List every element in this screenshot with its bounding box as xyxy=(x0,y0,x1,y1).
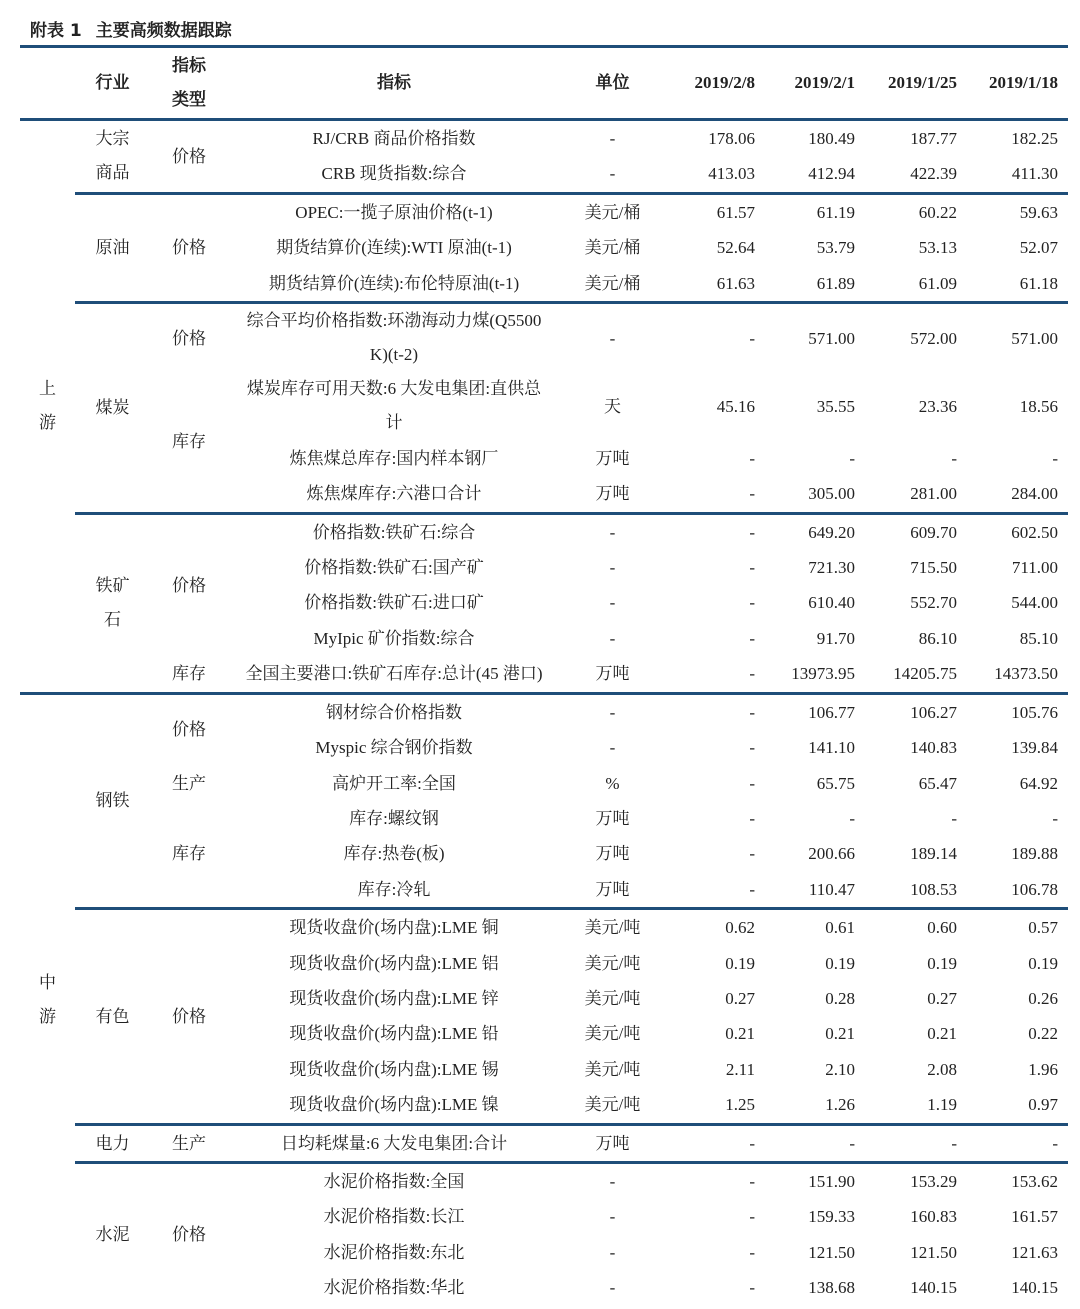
value-cell: - xyxy=(749,879,755,899)
value-cell: - xyxy=(1052,448,1058,468)
indicator-cell xyxy=(228,120,560,157)
indicator-cell xyxy=(228,1087,560,1124)
value-cell: - xyxy=(665,1124,765,1162)
indicator-type-cell: 价格 xyxy=(150,693,228,765)
table-caption xyxy=(30,16,246,41)
indicator-cell-text: 期货结算价(连续):布伦特原油(t-1) xyxy=(268,273,520,293)
indicator-cell-text: MyIpic 矿价指数:综合 xyxy=(313,628,475,648)
value-cell: 153.62 xyxy=(967,1162,1068,1199)
indicator-cell-text: CRB 现货指数:综合 xyxy=(321,164,467,184)
indicator-cell-text: 现货收盘价(场内盘):LME 铝 xyxy=(289,953,499,973)
value-cell: 189.14 xyxy=(910,844,957,864)
value-cell: 161.57 xyxy=(1011,1207,1058,1227)
value-cell: 53.13 xyxy=(918,238,957,258)
value-cell: 715.50 xyxy=(910,558,957,578)
value-cell: 200.66 xyxy=(808,844,855,864)
value-cell: 91.70 xyxy=(816,628,855,648)
indicator-cell-text: 库存:螺纹钢 xyxy=(349,808,439,828)
indicator-cell xyxy=(228,585,560,620)
unit-cell: - xyxy=(560,120,665,157)
indicator-cell-text: 水泥价格指数:长江 xyxy=(323,1207,465,1227)
value-cell: 649.20 xyxy=(765,513,865,550)
table-row xyxy=(20,372,1068,440)
stage-cell-text: 中游 xyxy=(39,972,56,1026)
value-cell: - xyxy=(749,844,755,864)
value-cell: 0.60 xyxy=(865,909,967,946)
header-row xyxy=(20,47,1068,120)
indicator-cell-text: 现货收盘价(场内盘):LME 锡 xyxy=(289,1059,499,1079)
header-date: 2019/2/1 xyxy=(765,47,865,120)
table-row xyxy=(20,120,1068,157)
unit-cell: 美元/桶 xyxy=(584,238,641,258)
indicator-cell xyxy=(228,801,560,836)
caption-label: 附表 1 xyxy=(30,21,82,41)
value-cell: 140.15 xyxy=(1011,1278,1058,1298)
stage-cell-text: 上游 xyxy=(39,379,56,433)
unit-cell: 美元/桶 xyxy=(584,273,641,293)
indicator-type-cell: 库存 xyxy=(172,844,206,864)
unit-cell: 万吨 xyxy=(595,448,630,468)
value-cell: - xyxy=(849,808,855,828)
indicator-cell-text: Myspic 综合钢价指数 xyxy=(315,738,473,758)
value-cell: 140.15 xyxy=(910,1278,957,1298)
indicator-cell-text: 现货收盘价(场内盘):LME 铜 xyxy=(289,918,499,938)
value-cell: - xyxy=(665,693,765,730)
value-cell: - xyxy=(1052,808,1058,828)
unit-cell: % xyxy=(605,773,620,793)
value-cell: 61.57 xyxy=(665,193,765,230)
indicator-cell xyxy=(228,1235,560,1270)
value-cell: 106.27 xyxy=(865,693,967,730)
value-cell: - xyxy=(749,773,755,793)
unit-cell: - xyxy=(609,1207,616,1227)
table-row xyxy=(20,1124,1068,1162)
value-cell: 108.53 xyxy=(910,879,957,899)
indicator-type-cell: 库存 xyxy=(172,664,206,684)
value-cell: 13973.95 xyxy=(791,664,855,684)
value-cell: 422.39 xyxy=(910,164,957,184)
industry-cell-text: 原油 xyxy=(95,238,130,258)
indicator-cell xyxy=(228,441,560,476)
indicator-cell-text: 水泥价格指数:东北 xyxy=(323,1242,465,1262)
value-cell: 1.25 xyxy=(725,1095,755,1115)
value-cell: 85.10 xyxy=(1019,628,1058,648)
value-cell: 544.00 xyxy=(1011,593,1058,613)
indicator-cell xyxy=(228,909,560,946)
unit-cell: 万吨 xyxy=(595,664,630,684)
unit-cell: 万吨 xyxy=(595,879,630,899)
indicator-cell-text: 期货结算价(连续):WTI 原油(t-1) xyxy=(276,238,512,258)
industry-cell-text: 煤炭 xyxy=(95,398,130,418)
indicator-cell xyxy=(228,1016,560,1051)
value-cell: 110.47 xyxy=(808,879,855,899)
value-cell: 0.21 xyxy=(725,1024,755,1044)
value-cell: - xyxy=(749,1207,755,1227)
industry-cell-text: 有色 xyxy=(95,1006,130,1026)
indicator-cell xyxy=(228,1270,560,1305)
header-type-label: 指标类型 xyxy=(172,56,206,109)
value-cell: 151.90 xyxy=(765,1162,865,1199)
value-cell: 2.11 xyxy=(725,1059,755,1079)
industry-cell xyxy=(75,1124,150,1162)
value-cell: 64.92 xyxy=(1019,773,1058,793)
value-cell: 2.08 xyxy=(927,1059,957,1079)
header-date: 2019/1/25 xyxy=(865,47,967,120)
value-cell: 182.25 xyxy=(967,120,1068,157)
value-cell: 0.19 xyxy=(825,953,855,973)
table-row xyxy=(20,909,1068,946)
value-cell: 609.70 xyxy=(865,513,967,550)
indicator-cell xyxy=(228,266,560,303)
value-cell: - xyxy=(665,303,765,373)
value-cell: 61.09 xyxy=(918,273,957,293)
value-cell: 65.47 xyxy=(918,773,957,793)
value-cell: 121.50 xyxy=(808,1242,855,1262)
value-cell: - xyxy=(665,513,765,550)
value-cell: 187.77 xyxy=(865,120,967,157)
value-cell: - xyxy=(849,448,855,468)
indicator-cell-text: 库存:热卷(板) xyxy=(343,844,445,864)
indicator-cell-text: 炼焦煤总库存:国内样本钢厂 xyxy=(289,448,499,468)
indicator-cell-text: OPEC:一揽子原油价格(t-1) xyxy=(295,202,493,222)
value-cell: 0.97 xyxy=(1028,1095,1058,1115)
value-cell: 552.70 xyxy=(910,593,957,613)
table-row xyxy=(20,1162,1068,1199)
indicator-cell-text: 现货收盘价(场内盘):LME 镍 xyxy=(289,1095,499,1115)
value-cell: 0.19 xyxy=(1028,953,1058,973)
value-cell: 0.21 xyxy=(825,1024,855,1044)
value-cell: 14205.75 xyxy=(893,664,957,684)
industry-cell-text: 水泥 xyxy=(95,1225,130,1245)
value-cell: 178.06 xyxy=(665,120,765,157)
indicator-cell xyxy=(228,372,560,440)
value-cell: 61.18 xyxy=(1019,273,1058,293)
value-cell: 1.96 xyxy=(1028,1059,1058,1079)
header-date: 2019/2/8 xyxy=(665,47,765,120)
value-cell: 60.22 xyxy=(865,193,967,230)
industry-cell-text: 钢铁 xyxy=(95,791,130,811)
table-row xyxy=(20,513,1068,550)
value-cell: - xyxy=(749,1242,755,1262)
value-cell: 284.00 xyxy=(1011,484,1058,504)
value-cell: - xyxy=(765,1124,865,1162)
header-type xyxy=(150,47,228,120)
unit-cell: - xyxy=(560,693,665,730)
indicator-cell-text: 价格指数:铁矿石:国产矿 xyxy=(304,558,484,578)
indicator-cell xyxy=(228,476,560,513)
unit-cell: - xyxy=(609,164,616,184)
value-cell: 160.83 xyxy=(910,1207,957,1227)
indicator-cell-text: 钢材综合价格指数 xyxy=(326,702,462,722)
value-cell: - xyxy=(749,484,755,504)
value-cell: 189.88 xyxy=(1011,844,1058,864)
header-stage xyxy=(20,47,75,120)
indicator-cell xyxy=(228,1124,560,1162)
stage-cell xyxy=(20,120,75,694)
value-cell: 138.68 xyxy=(808,1278,855,1298)
indicator-cell xyxy=(228,550,560,585)
value-cell: - xyxy=(865,1124,967,1162)
value-cell: 602.50 xyxy=(967,513,1068,550)
indicator-cell xyxy=(228,693,560,730)
header-unit: 单位 xyxy=(560,47,665,120)
stage-cell xyxy=(20,693,75,1305)
indicator-cell xyxy=(228,193,560,230)
value-cell: - xyxy=(951,808,957,828)
industry-cell xyxy=(75,693,150,908)
value-cell: 141.10 xyxy=(808,738,855,758)
value-cell: 0.21 xyxy=(927,1024,957,1044)
indicator-cell xyxy=(228,656,560,693)
value-cell: 59.63 xyxy=(967,193,1068,230)
value-cell: 35.55 xyxy=(816,396,855,416)
indicator-cell-text: 高炉开工率:全国 xyxy=(332,773,456,793)
industry-cell xyxy=(75,513,150,693)
indicator-type-cell: 价格 xyxy=(150,909,228,1124)
value-cell: 0.27 xyxy=(927,988,957,1008)
unit-cell: - xyxy=(609,738,616,758)
indicator-cell-text: 煤炭库存可用天数:6 大发电集团:直供总计 xyxy=(246,379,542,433)
value-cell: - xyxy=(749,738,755,758)
unit-cell: 美元/吨 xyxy=(584,1095,641,1115)
value-cell: 105.76 xyxy=(967,693,1068,730)
indicator-cell xyxy=(228,1162,560,1199)
value-cell: 572.00 xyxy=(865,303,967,373)
value-cell: 61.19 xyxy=(765,193,865,230)
unit-cell: 万吨 xyxy=(560,1124,665,1162)
value-cell: 0.27 xyxy=(725,988,755,1008)
indicator-cell xyxy=(228,872,560,909)
indicator-cell xyxy=(228,946,560,981)
value-cell: - xyxy=(967,1124,1068,1162)
unit-cell: 万吨 xyxy=(595,844,630,864)
unit-cell: - xyxy=(560,303,665,373)
value-cell: - xyxy=(749,664,755,684)
indicator-cell-text: 价格指数:铁矿石:综合 xyxy=(312,522,476,542)
unit-cell: 美元/吨 xyxy=(560,909,665,946)
indicator-cell-text: 全国主要港口:铁矿石库存:总计(45 港口) xyxy=(245,664,543,684)
indicator-cell-text: 炼焦煤库存:六港口合计 xyxy=(306,484,482,504)
indicator-cell xyxy=(228,981,560,1016)
indicator-cell-text: 库存:冷轧 xyxy=(357,879,431,899)
unit-cell: - xyxy=(560,1162,665,1199)
indicator-cell-text: 日均耗煤量:6 大发电集团:合计 xyxy=(280,1133,508,1153)
unit-cell: 天 xyxy=(604,396,621,416)
indicator-cell-text: RJ/CRB 商品价格指数 xyxy=(312,129,476,148)
value-cell: - xyxy=(749,1278,755,1298)
indicator-cell xyxy=(228,156,560,193)
indicator-cell-text: 现货收盘价(场内盘):LME 铅 xyxy=(289,1024,499,1044)
value-cell: 412.94 xyxy=(808,164,855,184)
unit-cell: - xyxy=(609,1278,616,1298)
value-cell: 52.07 xyxy=(1019,238,1058,258)
value-cell: 0.22 xyxy=(1028,1024,1058,1044)
value-cell: 65.75 xyxy=(816,773,855,793)
table-row xyxy=(20,693,1068,730)
value-cell: - xyxy=(749,593,755,613)
indicator-type-cell: 价格 xyxy=(150,513,228,656)
industry-cell-text: 电力 xyxy=(95,1133,130,1153)
indicator-type-cell: 价格 xyxy=(150,303,228,373)
high-frequency-data-table xyxy=(20,45,1068,1306)
industry-cell xyxy=(75,303,150,514)
value-cell: 121.50 xyxy=(910,1242,957,1262)
unit-cell: - xyxy=(609,1242,616,1262)
unit-cell: 万吨 xyxy=(595,484,630,504)
indicator-cell xyxy=(228,230,560,265)
value-cell: 1.26 xyxy=(825,1095,855,1115)
caption-text: 主要高频数据跟踪 xyxy=(95,21,232,41)
value-cell: 0.28 xyxy=(825,988,855,1008)
indicator-cell xyxy=(228,836,560,871)
value-cell: - xyxy=(749,808,755,828)
table-row xyxy=(20,766,1068,801)
table-row xyxy=(20,303,1068,373)
indicator-cell xyxy=(228,303,560,373)
unit-cell: - xyxy=(609,593,616,613)
value-cell: 106.78 xyxy=(1011,879,1058,899)
value-cell: 2.10 xyxy=(825,1059,855,1079)
indicator-type-cell: 价格 xyxy=(150,193,228,302)
header-indicator: 指标 xyxy=(228,47,560,120)
indicator-cell-text: 水泥价格指数:华北 xyxy=(323,1278,465,1298)
value-cell: 571.00 xyxy=(765,303,865,373)
value-cell: 52.64 xyxy=(716,238,755,258)
value-cell: 0.62 xyxy=(665,909,765,946)
value-cell: 23.36 xyxy=(918,396,957,416)
unit-cell: - xyxy=(609,558,616,578)
value-cell: 121.63 xyxy=(1011,1242,1058,1262)
value-cell: 411.30 xyxy=(1011,164,1058,184)
value-cell: 61.89 xyxy=(816,273,855,293)
value-cell: - xyxy=(749,628,755,648)
unit-cell: 美元/吨 xyxy=(584,953,641,973)
value-cell: 159.33 xyxy=(808,1207,855,1227)
indicator-type-cell: 价格 xyxy=(150,120,228,194)
value-cell: 14373.50 xyxy=(994,664,1058,684)
value-cell: 0.61 xyxy=(765,909,865,946)
indicator-cell-text: 综合平均价格指数:环渤海动力煤(Q5500K)(t-2) xyxy=(246,311,542,365)
unit-cell: - xyxy=(560,513,665,550)
unit-cell: 美元/吨 xyxy=(584,1024,641,1044)
indicator-cell xyxy=(228,1199,560,1234)
value-cell: 721.30 xyxy=(808,558,855,578)
industry-cell xyxy=(75,909,150,1124)
industry-cell-text: 铁矿石 xyxy=(95,575,130,629)
value-cell: 53.79 xyxy=(816,238,855,258)
indicator-cell-text: 现货收盘价(场内盘):LME 锌 xyxy=(289,988,499,1008)
value-cell: 153.29 xyxy=(865,1162,967,1199)
unit-cell: 美元/桶 xyxy=(560,193,665,230)
value-cell: 140.83 xyxy=(910,738,957,758)
header-industry: 行业 xyxy=(75,47,150,120)
value-cell: 1.19 xyxy=(927,1095,957,1115)
value-cell: 571.00 xyxy=(967,303,1068,373)
unit-cell: 万吨 xyxy=(595,808,630,828)
value-cell: 413.03 xyxy=(708,164,755,184)
value-cell: 18.56 xyxy=(1019,396,1058,416)
table-row xyxy=(20,801,1068,836)
unit-cell: 美元/吨 xyxy=(584,1059,641,1079)
indicator-cell xyxy=(228,621,560,656)
value-cell: 0.19 xyxy=(927,953,957,973)
industry-cell xyxy=(75,1162,150,1305)
indicator-type-cell: 价格 xyxy=(150,1162,228,1305)
value-cell: 86.10 xyxy=(918,628,957,648)
value-cell: 610.40 xyxy=(808,593,855,613)
value-cell: - xyxy=(749,558,755,578)
value-cell: 0.19 xyxy=(725,953,755,973)
industry-cell xyxy=(75,193,150,302)
value-cell: 180.49 xyxy=(765,120,865,157)
table-row xyxy=(20,193,1068,230)
indicator-cell xyxy=(228,513,560,550)
value-cell: 61.63 xyxy=(716,273,755,293)
value-cell: - xyxy=(951,448,957,468)
value-cell: 45.16 xyxy=(716,396,755,416)
value-cell: - xyxy=(749,448,755,468)
industry-cell xyxy=(75,120,150,194)
indicator-type-cell: 生产 xyxy=(150,1124,228,1162)
value-cell: 305.00 xyxy=(808,484,855,504)
industry-cell-text: 大宗商品 xyxy=(95,129,130,183)
indicator-cell xyxy=(228,730,560,765)
indicator-cell xyxy=(228,1052,560,1087)
indicator-cell-text: 水泥价格指数:全国 xyxy=(323,1171,465,1191)
value-cell: - xyxy=(665,1162,765,1199)
indicator-type-cell: 生产 xyxy=(172,773,206,793)
header-date: 2019/1/18 xyxy=(967,47,1068,120)
value-cell: 281.00 xyxy=(910,484,957,504)
value-cell: 0.57 xyxy=(967,909,1068,946)
value-cell: 711.00 xyxy=(1011,558,1058,578)
table-row xyxy=(20,656,1068,693)
indicator-cell xyxy=(228,766,560,801)
unit-cell: - xyxy=(609,628,616,648)
value-cell: 0.26 xyxy=(1028,988,1058,1008)
indicator-cell-text: 价格指数:铁矿石:进口矿 xyxy=(304,593,484,613)
indicator-type-cell: 库存 xyxy=(172,432,206,452)
unit-cell: 美元/吨 xyxy=(584,988,641,1008)
value-cell: 106.77 xyxy=(765,693,865,730)
value-cell: 139.84 xyxy=(1011,738,1058,758)
